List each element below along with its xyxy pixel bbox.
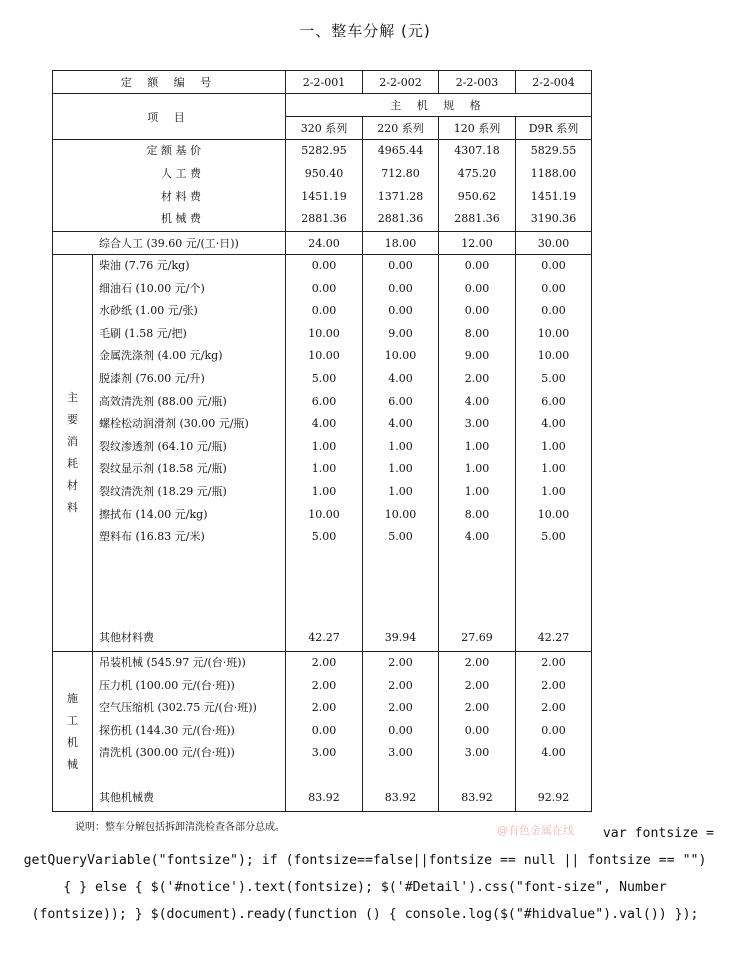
cost-value: 712.80 xyxy=(381,166,420,180)
cost-value: 2881.36 xyxy=(377,212,424,226)
code-line: (fontsize)); } $(document).ready(function () { console.log($("#hidvalue").val()) }); xyxy=(31,907,699,922)
code-cell: 2-2-001 xyxy=(286,71,363,94)
material-label: 水砂纸 (1.00 元/张) xyxy=(99,304,198,318)
code-cell: 2-2-003 xyxy=(439,71,516,94)
material-label: 螺栓松动润滑剂 (30.00 元/瓶) xyxy=(99,417,249,431)
labor-value: 18.00 xyxy=(363,232,439,255)
cost-value: 1371.28 xyxy=(377,189,424,203)
item-label: 项 目 xyxy=(53,94,286,140)
other-machine-value: 83.92 xyxy=(308,791,340,804)
cost-value: 1451.19 xyxy=(301,189,347,203)
material-label: 脱漆剂 (76.00 元/升) xyxy=(99,371,205,385)
labor-value: 30.00 xyxy=(516,232,592,255)
machinery-col: 2.00 2.00 2.00 0.00 4.00 92.92 xyxy=(516,652,592,812)
cost-value: 5829.55 xyxy=(530,144,577,158)
spec-label: 主 机 规 格 xyxy=(286,94,592,117)
other-material-value: 42.27 xyxy=(308,631,340,644)
machinery-col: 2.00 2.00 2.00 0.00 3.00 83.92 xyxy=(286,652,363,812)
material-label: 裂纹显示剂 (18.58 元/瓶) xyxy=(99,462,227,476)
spec-row xyxy=(53,94,592,117)
labor-label: 综合人工 (39.60 元/(工·日)) xyxy=(53,232,286,255)
machinery-labels xyxy=(93,652,286,812)
materials-col: 0.00 0.00 0.00 8.00 9.00 2.00 4.00 3.00 1.00 1.00 1.00 8.00 4.00 27.69 xyxy=(439,255,516,652)
watermark: @有色金属在线 xyxy=(497,824,574,837)
cost-labels xyxy=(53,140,286,232)
quota-table xyxy=(52,70,592,812)
cost-label: 材 料 费 xyxy=(161,189,201,203)
cost-label: 人 工 费 xyxy=(161,166,201,180)
machine-label: 吊装机械 (545.97 元/(台·班)) xyxy=(99,656,246,669)
series-cell: 120 系列 xyxy=(439,117,516,140)
code-line: getQueryVariable("fontsize"); if (fontsize==false||fontsize == null || fontsize == "") xyxy=(23,853,707,868)
cost-label: 机 械 费 xyxy=(161,212,201,226)
code-snippet xyxy=(0,820,730,928)
cost-value: 950.40 xyxy=(304,166,344,180)
material-label: 高效清洗剂 (88.00 元/瓶) xyxy=(99,394,227,408)
cost-value: 2881.36 xyxy=(301,212,347,226)
material-label: 细油石 (10.00 元/个) xyxy=(99,281,205,295)
cost-value: 475.20 xyxy=(457,166,497,180)
other-material-value: 42.27 xyxy=(537,631,570,644)
material-label: 裂纹清洗剂 (18.29 元/瓶) xyxy=(99,484,227,498)
machinery-block xyxy=(53,652,592,812)
machine-label: 压力机 (100.00 元/(台·班)) xyxy=(99,678,235,692)
material-label: 擦拭布 (14.00 元/kg) xyxy=(99,507,208,521)
code-cell: 2-2-004 xyxy=(516,71,592,94)
machine-label: 探伤机 (144.30 元/(台·班)) xyxy=(99,723,235,737)
cost-value: 2881.36 xyxy=(454,212,500,226)
materials-col: 0.00 0.00 0.00 10.00 10.00 5.00 6.00 4.00 1.00 1.00 1.00 10.00 5.00 42.27 xyxy=(286,255,363,652)
cost-block xyxy=(53,140,592,232)
code-line: { } else { $('#notice').text(fontsize); $('#Detail').css("font-size", Number xyxy=(63,880,667,895)
series-cell: 220 系列 xyxy=(363,117,439,140)
code-cell: 2-2-002 xyxy=(363,71,439,94)
material-label: 柴油 (7.76 元/kg) xyxy=(99,259,190,272)
material-label: 金属洗涤剂 (4.00 元/kg) xyxy=(99,349,223,363)
cost-value: 5282.95 xyxy=(301,144,347,158)
materials-col: 0.00 0.00 0.00 9.00 10.00 4.00 6.00 4.00 1.00 1.00 1.00 10.00 5.00 39.94 xyxy=(363,255,439,652)
materials-block xyxy=(53,255,592,652)
cost-label: 定 额 基 价 xyxy=(146,144,201,158)
other-material-value: 39.94 xyxy=(384,631,417,644)
other-material-label: 其他材料费 xyxy=(99,631,154,644)
machine-label: 空气压缩机 (302.75 元/(台·班)) xyxy=(99,701,257,715)
material-label: 塑料布 (16.83 元/米) xyxy=(99,530,205,544)
machinery-category: 施 工 机 械 xyxy=(53,652,93,812)
labor-row xyxy=(53,232,592,255)
other-material-value: 27.69 xyxy=(461,631,493,644)
machine-label: 清洗机 (300.00 元/(台·班)) xyxy=(99,746,235,760)
cost-value: 3190.36 xyxy=(530,212,577,226)
materials-category: 主 要 消 耗 材 料 xyxy=(53,255,93,652)
other-machine-value: 92.92 xyxy=(537,791,570,804)
labor-value: 24.00 xyxy=(286,232,363,255)
series-cell: 320 系列 xyxy=(286,117,363,140)
cost-value: 4965.44 xyxy=(377,144,424,158)
labor-value: 12.00 xyxy=(439,232,516,255)
cost-value: 4307.18 xyxy=(454,144,500,158)
code-line: var fontsize = xyxy=(602,826,714,841)
cost-value: 1188.00 xyxy=(530,166,577,180)
quota-code-row xyxy=(53,71,592,94)
page-title: 一、整车分解 (元) xyxy=(299,22,431,40)
cost-value: 950.62 xyxy=(457,189,497,203)
machinery-col: 2.00 2.00 2.00 0.00 3.00 83.92 xyxy=(439,652,516,812)
quota-no-label: 定 额 编 号 xyxy=(53,71,286,94)
machinery-col: 2.00 2.00 2.00 0.00 3.00 83.92 xyxy=(363,652,439,812)
series-cell: D9R 系列 xyxy=(516,117,592,140)
table-note: 说明：整车分解包括拆卸清洗检查各部分总成。 xyxy=(75,822,285,833)
cost-value: 1451.19 xyxy=(530,189,577,203)
other-machine-value: 83.92 xyxy=(384,791,417,804)
materials-labels xyxy=(93,255,286,652)
other-machine-value: 83.92 xyxy=(461,791,493,804)
other-machine-label: 其他机械费 xyxy=(99,791,154,804)
material-label: 裂纹渗透剂 (64.10 元/瓶) xyxy=(99,439,227,453)
materials-col: 0.00 0.00 0.00 10.00 10.00 5.00 6.00 4.00 1.00 1.00 1.00 10.00 5.00 42.27 xyxy=(516,255,592,652)
material-label: 毛刷 (1.58 元/把) xyxy=(99,326,187,340)
